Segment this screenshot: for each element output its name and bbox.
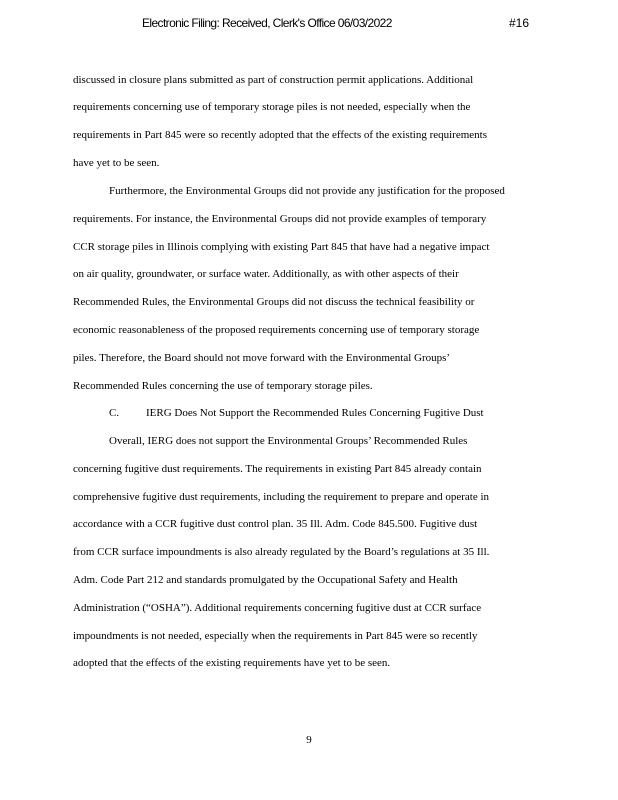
body-line: piles. Therefore, the Board should not move forward with the Environmental Groups’ <box>73 352 451 364</box>
paragraph-first-line: Overall, IERG does not support the Environmental Groups’ Recommended Rules <box>109 435 468 447</box>
body-line: adopted that the effects of the existing requirements have yet to be seen. <box>73 657 391 669</box>
body-line: economic reasonableness of the proposed requirements concerning use of temporary storage <box>73 324 480 336</box>
body-line: requirements in Part 845 were so recently adopted that the effects of the existing requirements <box>73 129 487 141</box>
body-line: CCR storage piles in Illinois complying with existing Part 845 that have had a negative impact <box>73 241 490 253</box>
body-line: from CCR surface impoundments is also already regulated by the Board’s regulations at 35 Ill. <box>73 546 490 558</box>
body-line: concerning fugitive dust requirements. The requirements in existing Part 845 already contain <box>73 463 482 475</box>
paragraph-first-line: Furthermore, the Environmental Groups did not provide any justification for the proposed <box>109 185 505 197</box>
body-line: on air quality, groundwater, or surface water. Additionally, as with other aspects of their <box>73 268 459 280</box>
page-number: 9 <box>306 734 312 746</box>
body-line: have yet to be seen. <box>73 157 160 169</box>
section-letter: C. <box>109 407 120 419</box>
body-line: Adm. Code Part 212 and standards promulgated by the Occupational Safety and Health <box>73 574 458 586</box>
body-line: accordance with a CCR fugitive dust control plan. 35 Ill. Adm. Code 845.500. Fugitive dust <box>73 518 478 530</box>
body-line: discussed in closure plans submitted as part of construction permit applications. Additional <box>73 74 474 86</box>
document-number: #16 <box>509 16 530 30</box>
body-line: comprehensive fugitive dust requirements, including the requirement to prepare and operate in <box>73 491 490 503</box>
filing-stamp: Electronic Filing: Received, Clerk's Office 06/03/2022 <box>142 16 392 30</box>
body-line: requirements concerning use of temporary storage piles is not needed, especially when the <box>73 101 471 113</box>
body-line: Administration (“OSHA”). Additional requirements concerning fugitive dust at CCR surface <box>73 602 482 614</box>
body-line: requirements. For instance, the Environmental Groups did not provide examples of temporary <box>73 213 487 225</box>
body-line: Recommended Rules, the Environmental Groups did not discuss the technical feasibility or <box>73 296 475 308</box>
body-line: Recommended Rules concerning the use of temporary storage piles. <box>73 380 373 392</box>
section-title: IERG Does Not Support the Recommended Rules Concerning Fugitive Dust <box>146 407 484 419</box>
body-line: impoundments is not needed, especially when the requirements in Part 845 were so recently <box>73 630 478 642</box>
